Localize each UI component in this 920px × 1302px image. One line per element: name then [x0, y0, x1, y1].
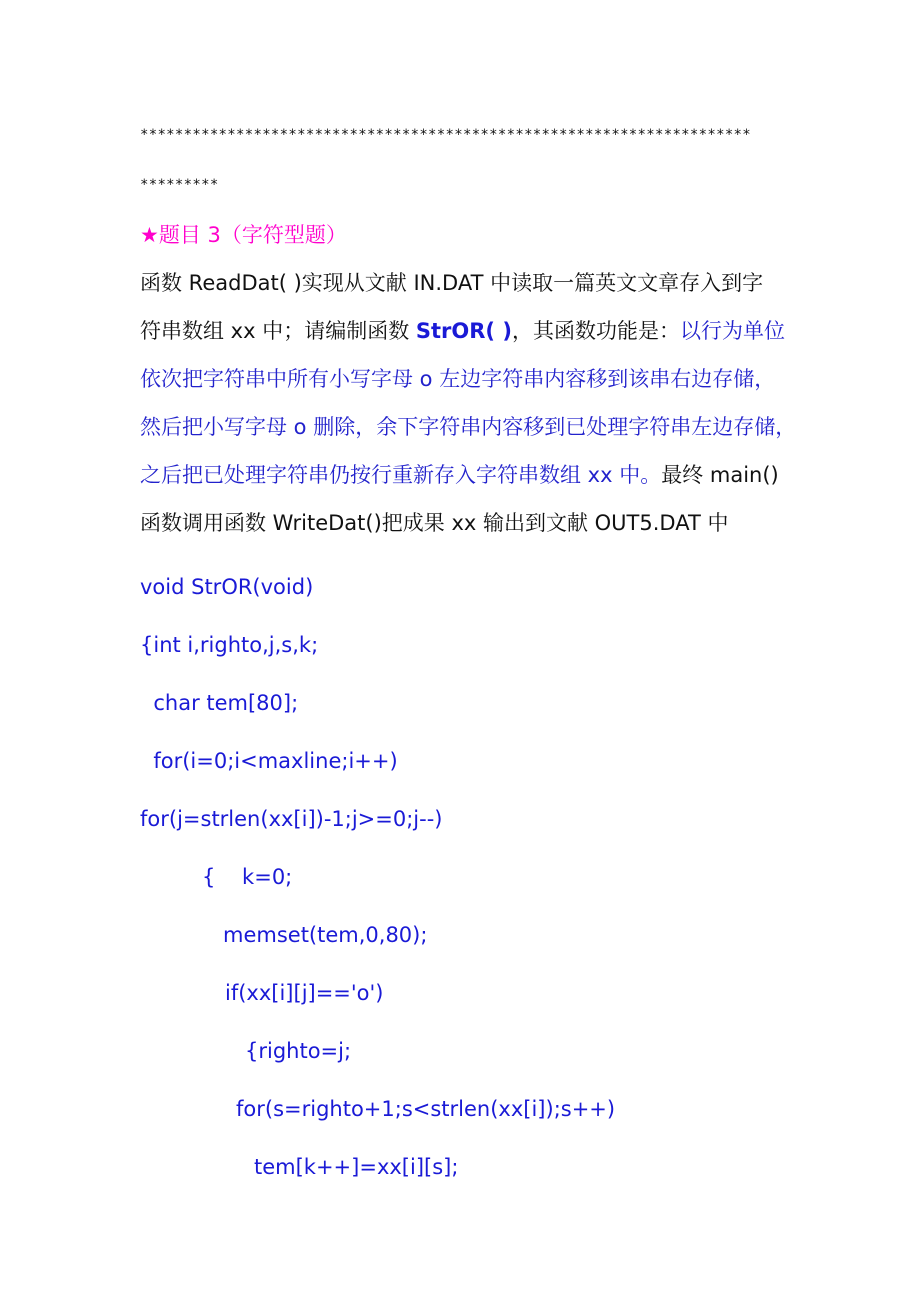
- problem-title: ★题目 3（字符型题）: [140, 223, 347, 247]
- separator-line-1: **********************************************************************: [140, 127, 752, 143]
- requirement-text: 以行为单位: [679, 319, 785, 343]
- paragraph-line-4: 然后把小写字母 o 删除，余下字符串内容移到已处理字符串左边存储，: [140, 415, 797, 439]
- code-line: void StrOR(void): [140, 575, 314, 599]
- paragraph-text: 最终 main(): [661, 463, 779, 487]
- code-line: char tem[80];: [140, 691, 299, 715]
- code-line: {righto=j;: [245, 1039, 352, 1063]
- code-line: if(xx[i][j]=='o'): [225, 981, 384, 1005]
- paragraph-line-5: [140, 462, 779, 488]
- code-line: memset(tem,0,80);: [223, 923, 428, 947]
- paragraph-line-6: 函数调用函数 WriteDat()把成果 xx 输出到文献 OUT5.DAT 中: [140, 511, 729, 535]
- code-line: for(i=0;i<maxline;i++): [140, 749, 398, 773]
- code-line: {int i,righto,j,s,k;: [140, 633, 319, 657]
- paragraph-text: ，其函数功能是：: [511, 319, 680, 343]
- code-line: for(s=righto+1;s<strlen(xx[i]);s++): [236, 1097, 616, 1121]
- paragraph-line-2: [140, 318, 785, 344]
- paragraph-text: 符串数组 xx 中；请编制函数: [140, 319, 416, 343]
- paragraph-line-1: 函数 ReadDat( )实现从文献 IN.DAT 中读取一篇英文文章存入到字: [140, 271, 764, 295]
- separator-line-2: *********: [140, 177, 219, 193]
- paragraph-line-3: 依次把字符串中所有小写字母 o 左边字符串内容移到该串右边存储，: [140, 367, 776, 391]
- code-line: tem[k++]=xx[i][s];: [254, 1155, 459, 1179]
- function-name: StrOR( ): [415, 319, 512, 343]
- code-line: { k=0;: [202, 865, 293, 889]
- requirement-text: 之后把已处理字符串仍按行重新存入字符串数组 xx 中。: [140, 463, 662, 487]
- code-line: for(j=strlen(xx[i])-1;j>=0;j--): [140, 807, 443, 831]
